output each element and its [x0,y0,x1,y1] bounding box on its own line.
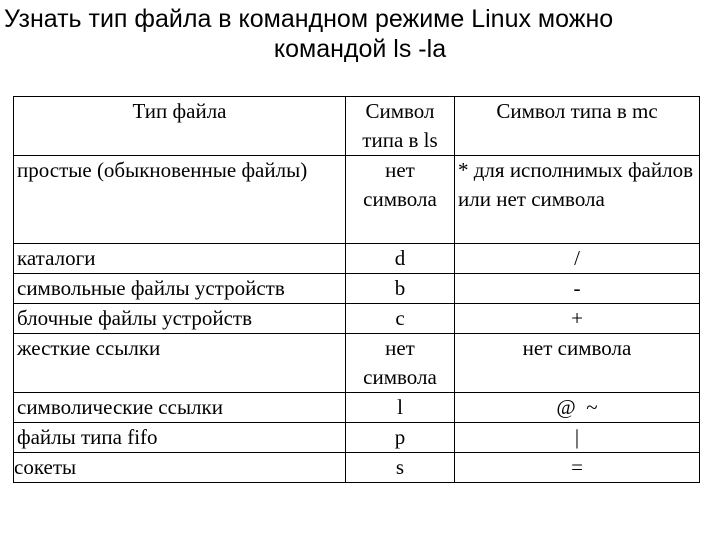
table-row [14,453,700,483]
cell-ls: нет символа [346,156,455,244]
table-row [14,393,700,423]
file-types-table [13,96,700,483]
cell-type: жесткие ссылки [14,334,346,393]
table-row [14,244,700,274]
header-file-type: Тип файла [14,97,346,156]
cell-ls: нет символа [346,334,455,393]
cell-mc: * для исполнимых файлов или нет символа [455,156,700,244]
cell-type: каталоги [14,244,346,274]
cell-type [14,453,346,483]
table-row [14,156,700,244]
cell-ls: p [346,423,455,453]
cell-type: блочные файлы устройств [14,304,346,334]
cell-type: простые (обыкновенные файлы) [14,156,346,244]
header-ls-symbol: Символ типа в ls [346,97,455,156]
cell-mc: + [455,304,700,334]
cell-ls: l [346,393,455,423]
cell-type: файлы типа fifo [14,423,346,453]
cell-mc: | [455,423,700,453]
cell-ls: s [346,453,455,483]
page-title [0,4,720,64]
cell-mc: / [455,244,700,274]
table-row [14,304,700,334]
cell-ls: c [346,304,455,334]
cell-type-text: сокеты [14,455,77,479]
table-row [14,334,700,393]
cell-mc: нет символа [455,334,700,393]
cell-ls: b [346,274,455,304]
table-header-row [14,97,700,156]
cell-mc: - [455,274,700,304]
title-line-2: командой ls -la [273,35,447,63]
header-mc-symbol: Символ типа в mc [455,97,700,156]
table-row [14,423,700,453]
title-line-1: Узнать тип файла в командном режиме Linux можно [4,5,614,33]
cell-mc: @ ~ [455,393,700,423]
cell-mc: = [455,453,700,483]
table-row [14,274,700,304]
cell-type: символические ссылки [14,393,346,423]
cell-ls: d [346,244,455,274]
cell-type: символьные файлы устройств [14,274,346,304]
